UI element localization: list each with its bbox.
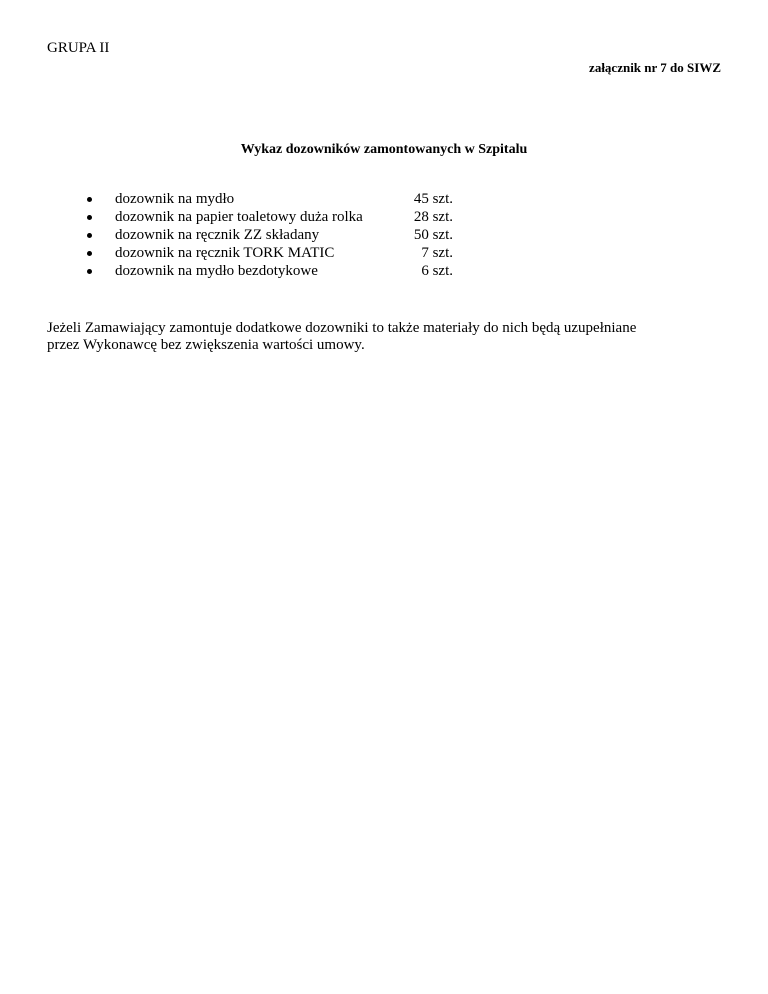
list-item [87, 244, 467, 262]
document-title: Wykaz dozowników zamontowanych w Szpitalu [240, 142, 528, 157]
bullet-icon [87, 197, 92, 202]
list-item [87, 190, 467, 208]
bullet-icon [87, 233, 92, 238]
group-label: GRUPA II [47, 40, 110, 56]
bullet-icon [87, 269, 92, 274]
note-paragraph [47, 320, 707, 354]
item-quantity: 7 szt. [421, 245, 453, 261]
item-name: dozownik na mydło bezdotykowe [115, 263, 318, 279]
item-name: dozownik na ręcznik TORK MATIC [115, 245, 335, 261]
item-quantity: 28 szt. [413, 209, 453, 225]
bullet-icon [87, 215, 92, 220]
list-item [87, 226, 467, 244]
dispenser-list [87, 190, 467, 280]
note-line: Jeżeli Zamawiający zamontuje dodatkowe dozowniki to także materiały do nich będą uzupełniane [47, 320, 637, 336]
item-name: dozownik na papier toaletowy duża rolka [115, 209, 363, 225]
item-quantity: 45 szt. [413, 191, 453, 207]
attachment-label: załącznik nr 7 do SIWZ [589, 60, 721, 75]
note-line: przez Wykonawcę bez zwiększenia wartości umowy. [47, 337, 365, 353]
item-quantity: 50 szt. [413, 227, 453, 243]
list-item [87, 262, 467, 280]
item-quantity: 6 szt. [421, 263, 453, 279]
item-name: dozownik na mydło [115, 191, 235, 207]
bullet-icon [87, 251, 92, 256]
item-name: dozownik na ręcznik ZZ składany [115, 227, 320, 243]
list-item [87, 208, 467, 226]
